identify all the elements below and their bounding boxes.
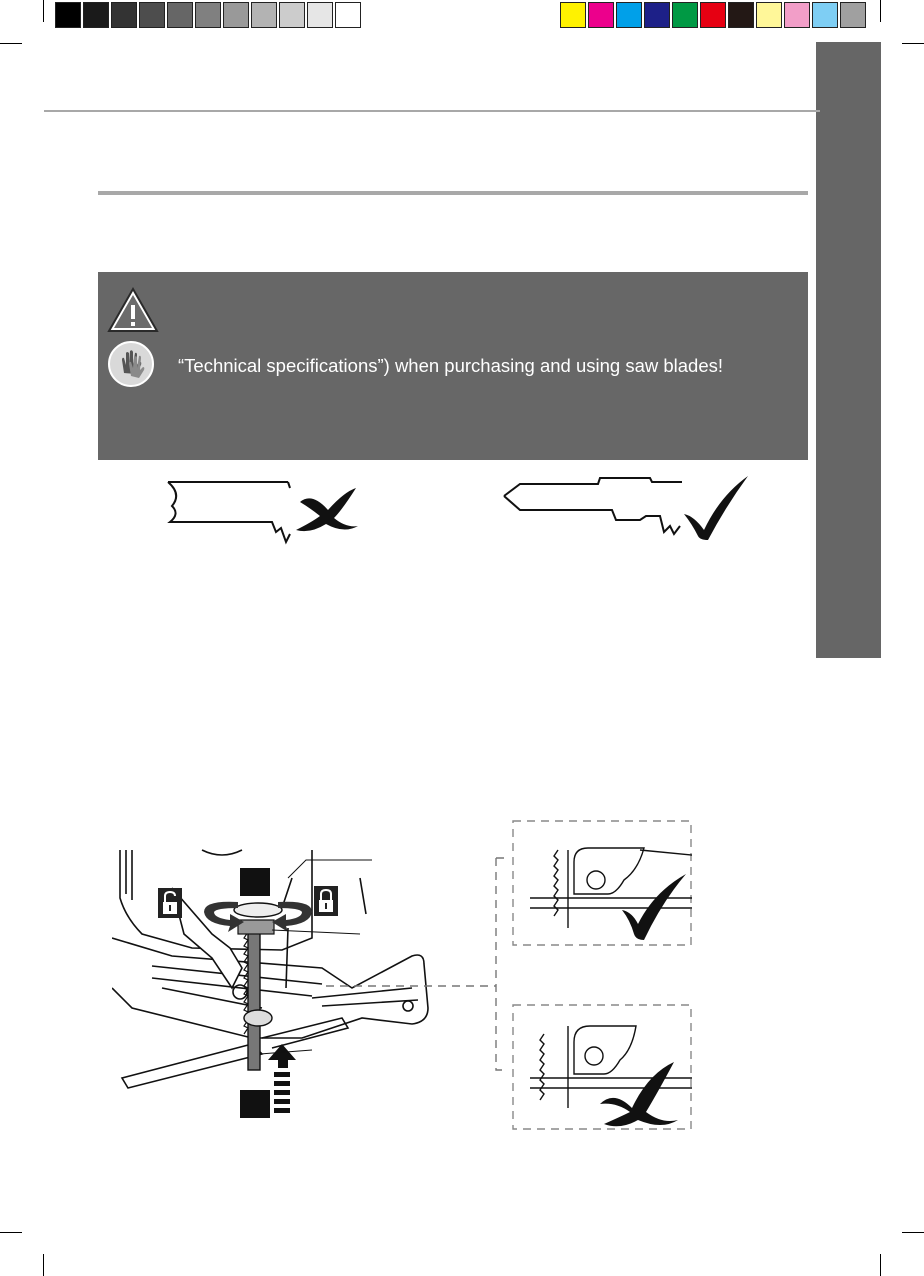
blade-types-figure: [160, 470, 800, 560]
color-swatch: [840, 2, 866, 28]
color-swatch: [756, 2, 782, 28]
warning-text: “Technical specifications”) when purchasing and using saw blades!: [178, 355, 724, 376]
right-blade: [504, 478, 682, 534]
gray-swatch: [167, 2, 193, 28]
gray-swatch: [223, 2, 249, 28]
detail-connector: [326, 848, 526, 1078]
color-swatch: [700, 2, 726, 28]
wrong-blade: [168, 482, 290, 542]
callout-box-1: [240, 868, 270, 896]
gray-swatch: [139, 2, 165, 28]
safety-gloves-icon: [107, 340, 155, 388]
callout-box-2: [240, 1090, 270, 1118]
gray-swatch: [83, 2, 109, 28]
cross-icon: [296, 488, 358, 531]
gray-swatch: [195, 2, 221, 28]
check-icon: [622, 874, 686, 940]
check-icon: [684, 476, 748, 540]
section-rule: [98, 191, 808, 195]
gray-swatch: [251, 2, 277, 28]
detail-incorrect: [512, 1004, 692, 1132]
rotate-right-arrow-icon: [272, 902, 312, 932]
color-swatch: [588, 2, 614, 28]
color-swatch: [672, 2, 698, 28]
color-swatch: [644, 2, 670, 28]
lock-open-icon: [158, 888, 182, 918]
gray-swatch: [55, 2, 81, 28]
up-arrow-icon: [268, 1044, 296, 1113]
color-swatch: [728, 2, 754, 28]
color-swatch: [560, 2, 586, 28]
section-side-tab: [816, 42, 881, 658]
gray-swatch: [111, 2, 137, 28]
header-rule: [44, 110, 820, 112]
warning-triangle-icon: [106, 285, 160, 335]
color-swatch: [784, 2, 810, 28]
gray-swatch: [335, 2, 361, 28]
detail-correct: [512, 820, 692, 948]
gray-swatch: [279, 2, 305, 28]
gray-swatch: [307, 2, 333, 28]
color-swatch: [616, 2, 642, 28]
color-swatch: [812, 2, 838, 28]
